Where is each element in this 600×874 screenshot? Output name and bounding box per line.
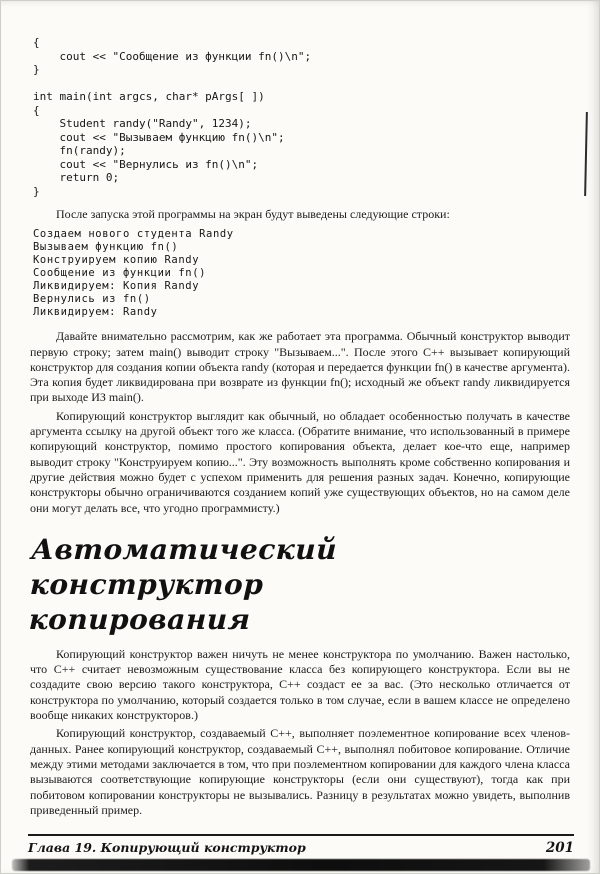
output-line: Создаем нового студента Randy	[33, 228, 234, 241]
code-line: {	[33, 36, 40, 49]
output-line: Сообщение из функции fn()	[33, 267, 207, 280]
output-line: Конструируем копию Randy	[33, 254, 200, 267]
code-line: }	[33, 63, 40, 76]
code-line	[33, 77, 570, 91]
program-output	[33, 228, 570, 319]
code-line: fn(randy);	[33, 144, 126, 157]
code-line: int main(int argcs, char* pArgs[ ])	[33, 90, 265, 103]
output-line: Вызываем функцию fn()	[33, 241, 179, 254]
page-number: 201	[545, 840, 574, 856]
section-heading	[28, 532, 572, 637]
scan-artifact-bottom-bar	[12, 859, 590, 871]
output-line: Ликвидируем: Копия Randy	[33, 280, 200, 293]
chapter-title: Глава 19. Копирующий конструктор	[28, 840, 306, 855]
code-line: cout << "Сообщение из функции fn()\n";	[33, 49, 312, 63]
code-listing	[33, 36, 570, 198]
section-heading-line2: копирования	[28, 602, 252, 636]
intro-paragraph: После запуска этой программы на экран будут выведены следующие строки:	[56, 207, 450, 221]
paragraph-3: Копирующий конструктор важен ничуть не менее конструктора по умолчанию. Важен настолько, что C++ считает невозможным существование класса без копирующего конструктора. Если вы не создадите свою версию такого конструктора, C++ создаст ее за вас. (Это несколько отличается от конструктора по умолчанию, который создается только в том случае, если в вашем классе не определено вообще никаких конструкторов.)	[30, 646, 570, 723]
page-footer	[28, 834, 574, 856]
code-line: }	[33, 184, 40, 198]
paragraph-2: Копирующий конструктор выглядит как обычный, но обладает особенностью получать в качестве аргумента ссылку на другой объект того же класса. (Обратите внимание, что использованный в примере копирующий конструктор, помимо простого копирования объекта, делает кое-что еще, например выводит строку "Конструируем копию...". Эту возможность выполнять кроме собственно копирования и другие действия можно будет с успехом применить для решения разных задач. Конечно, копирующие конструкторы обычно ограничиваются созданием копий уже существующих объектов, но на самом деле они могут делать все, что угодно программисту.)	[30, 408, 570, 515]
code-line: {	[33, 103, 40, 117]
output-line: Ликвидируем: Randy	[33, 306, 158, 319]
output-line: Вернулись из fn()	[33, 293, 151, 306]
code-line: return 0;	[33, 171, 120, 184]
paragraph-1: Давайте внимательно рассмотрим, как же работает эта программа. Обычный конструктор выводит первую строку; затем main() выводит строку "Вызываем...". После этого C++ вызывает копирующий конструктор для создания копии объекта randy (которая и передается функции fn() в качестве аргумента). Эта копия будет ликвидирована при возврате из функции fn(); исходный же объект randy ликвидируется при выходе ИЗ main().	[30, 329, 570, 405]
code-line: Student randy("Randy", 1234);	[33, 117, 252, 130]
section-heading-line1: Автоматический конструктор	[29, 532, 338, 601]
code-line: cout << "Вызываем функцию fn()\n";	[33, 130, 285, 144]
paragraph-4: Копирующий конструктор, создаваемый C++, выполняет поэлементное копирование всех членов-данных. Ранее копирующий конструктор, создаваемый C++, выполнял побитовое копирование. Отличие между этими методами заключается в том, что при поэлементном копировании для каждого члена класса вызываются соответствующие копирующие конструкторы (если они существуют), тогда как при побитовом копировании конструкторы не вызывались. Разницу в результатах можно увидеть, выполнив приведенный пример.	[30, 726, 570, 817]
code-line: cout << "Вернулись из fn()\n";	[33, 157, 259, 171]
